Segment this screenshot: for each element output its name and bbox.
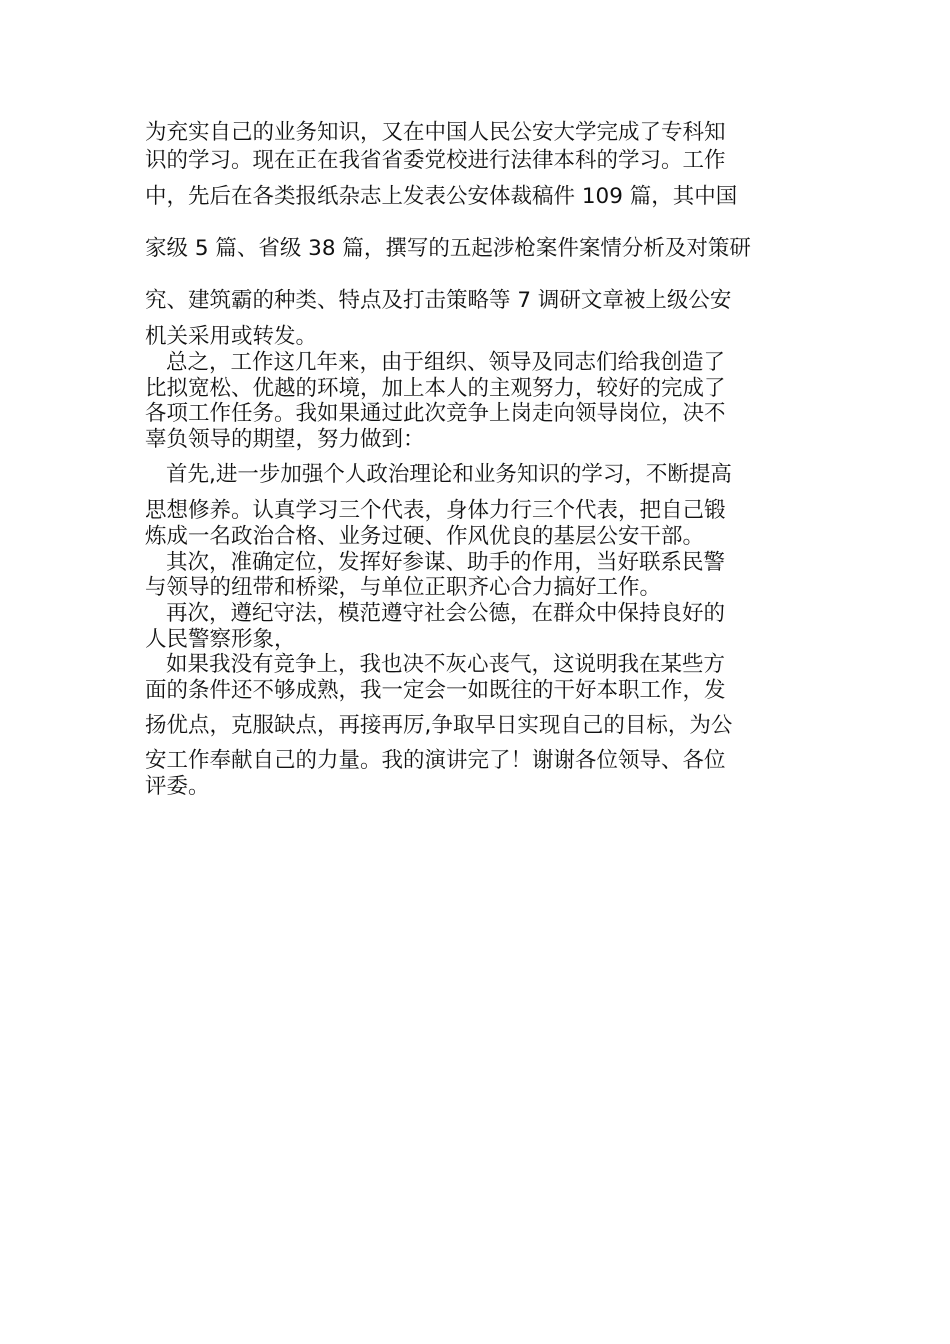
text-line: 评委。 [145,774,210,799]
text-line: 机关采用或转发。 [145,324,318,349]
paragraph-first-line: 再次，遵纪守法，模范遵守社会公德，在群众中保持良好的 [166,601,726,626]
text-line: 比拟宽松、优越的环境，加上本人的主观努力，较好的完成了 [145,376,726,401]
text-line: 扬优点，克服缺点，再接再厉,争取早日实现自己的目标，为公 [145,713,733,738]
text-line: 各项工作任务。我如果通过此次竞争上岗走向领导岗位，决不 [145,401,726,426]
paragraph-first-line: 其次，准确定位，发挥好参谋、助手的作用，当好联系民警 [166,550,726,575]
text-line: 人民警察形象， [145,627,296,652]
text-line: 思想修养。认真学习三个代表，身体力行三个代表，把自己锻 [145,498,726,523]
text-line: 面的条件还不够成熟，我一定会一如既往的干好本职工作，发 [145,678,726,703]
text-line: 炼成一名政治合格、业务过硬、作风优良的基层公安干部。 [145,524,705,549]
text-line: 辜负领导的期望，努力做到： [145,427,425,452]
text-line: 安工作奉献自己的力量。我的演讲完了！谢谢各位领导、各位 [145,748,726,773]
text-line: 究、建筑霸的种类、特点及打击策略等 7 调研文章被上级公安 [145,288,732,313]
paragraph-first-line: 如果我没有竞争上，我也决不灰心丧气，这说明我在某些方 [166,652,726,677]
text-line: 中，先后在各类报纸杂志上发表公安体裁稿件 109 篇，其中国 [145,184,738,209]
text-line: 与领导的纽带和桥梁，与单位正职齐心合力搞好工作。 [145,575,662,600]
paragraph-first-line: 首先,进一步加强个人政治理论和业务知识的学习，不断提高 [166,462,732,487]
text-line: 识的学习。现在正在我省省委党校进行法律本科的学习。工作 [145,148,726,173]
text-line: 家级 5 篇、省级 38 篇，撰写的五起涉枪案件案情分析及对策研 [145,236,751,261]
text-line: 为充实自己的业务知识，又在中国人民公安大学完成了专科知 [145,120,726,145]
paragraph-first-line: 总之，工作这几年来，由于组织、领导及同志们给我创造了 [166,350,726,375]
